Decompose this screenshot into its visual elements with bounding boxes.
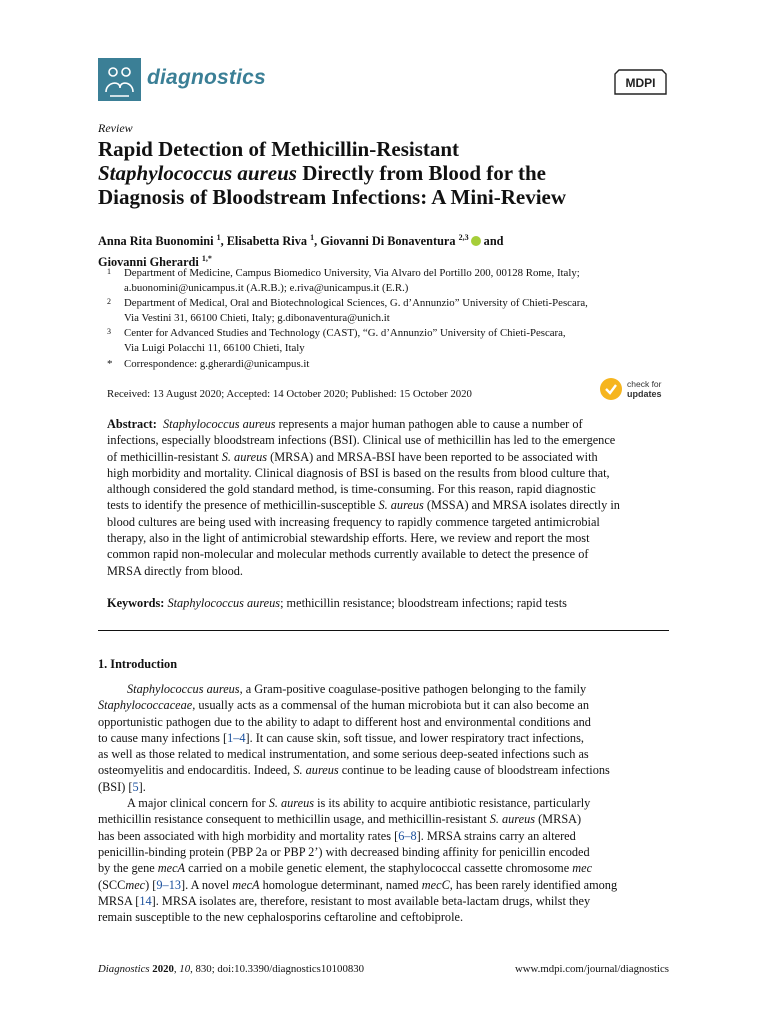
author-name: Anna Rita Buonomini (98, 234, 214, 249)
citation-link[interactable]: 14 (139, 893, 152, 908)
author-name: , Elisabetta Riva (220, 234, 307, 249)
journal-logo-icon (98, 58, 141, 101)
article-type: Review (98, 121, 133, 135)
abstract: Abstract: Staphylococcus aureus represents a major human pathogen able to cause a number of infections, especially bloodstream infections (BSI). Clinical use of methicillin has led to the emergence of methicillin-resistant S. aureus (MRSA) and MRSA-BSI have been reported to be associated with high morbidity and mortality. Clinical diagnosis of BSI is based on the results from blood culture that, although considered the gold standard method, is time-consuming. For this reason, rapid diagnostic tests to identify the presence of methicillin-susceptible S. aureus (MSSA) and MRSA isolates directly in blood cultures are being used with increasing frequency to rapidly commence targeted antimicrobial therapy, also in the light of antimicrobial stewardship efforts. Here, we review and report the most common rapid non-molecular and molecular methods currently available to detect the presence of MRSA directly from blood. (107, 417, 620, 578)
author-name: Giovanni Gherardi (98, 255, 199, 270)
keywords: Keywords: Staphylococcus aureus; methicillin resistance; bloodstream infections; rapid tests (107, 596, 567, 610)
check-updates-icon (600, 378, 622, 400)
title-line-1: Rapid Detection of Methicillin-Resistant (98, 137, 460, 161)
publication-dates: Received: 13 August 2020; Accepted: 14 October 2020; Published: 15 October 2020 (107, 388, 472, 400)
citation-link[interactable]: 1–4 (227, 730, 246, 745)
journal-name: diagnostics (147, 66, 266, 89)
mdpi-logo-text: MDPI (625, 76, 656, 90)
check-for-updates-button[interactable]: check for updates (600, 377, 670, 403)
journal-url[interactable]: www.mdpi.com/journal/diagnostics (514, 963, 669, 975)
section-heading: 1. Introduction (98, 657, 178, 671)
citation-link[interactable]: 5 (132, 779, 139, 794)
title-line-2: Directly from Blood for the (302, 161, 546, 185)
author-list: Anna Rita Buonomini $^1$, Elisabetta Riva $^1$, Giovanni Di Bonaventura $^{2,3}$ and Giovanni Gherardi $^{1,*}$ (98, 233, 504, 270)
body-text: Staphylococcus aureus, a Gram-positive coagulase-positive pathogen belonging to the family Staphylococcaceae, usually acts as a commensal of the human microbiota but it can also become an opportunistic pathogen due to the ability to adapt to different host and environmental conditions and to cause many infections [1–4]. It can cause skin, soft tissue, and lower respiratory tract infections, as well as those related to medical instrumentation, and some serious deep-seated infections such as osteomyelitis and endocarditis. Indeed, S. aureus continue to be leading cause of bloodstream infections (BSI) [5]. A major clinical concern for S. aureus is its ability to acquire antibiotic resistance, particularly methicillin resistance consequent to methicillin usage, and methicillin-resistant S. aureus (MRSA) has been associated with high morbidity and mortality rates [6–8]. MRSA strains carry an altered penicillin-binding protein (PBP 2a or PBP 2’) with decreased binding affinity for penicillin encoded by the gene mecA carried on a mobile genetic element, the staphylococcal cassette chromosome mec (SCCmec) [9–13]. A novel mecA homologue determinant, named mecC, has been rarely identified among MRSA [14]. MRSA isolates are, therefore, resistant to most available beta-lactam drugs, whilst they remain susceptible to the new cephalosporins ceftaroline and ceftobiprole. (98, 682, 618, 925)
citation-link[interactable]: 6–8 (398, 828, 417, 843)
article-title (98, 137, 688, 209)
mdpi-logo-icon (613, 68, 668, 96)
orcid-icon[interactable] (471, 236, 481, 246)
author-name: , Giovanni Di Bonaventura (314, 234, 456, 249)
citation-footer: Diagnostics 2020, 10, 830; doi:10.3390/diagnostics10100830 (98, 963, 365, 975)
title-line-3: Diagnosis of Bloodstream Infections: A Mini-Review (98, 185, 567, 209)
title-species: Staphylococcus aureus (98, 161, 297, 185)
citation-link[interactable]: 9–13 (156, 877, 181, 892)
section-divider (98, 630, 669, 631)
